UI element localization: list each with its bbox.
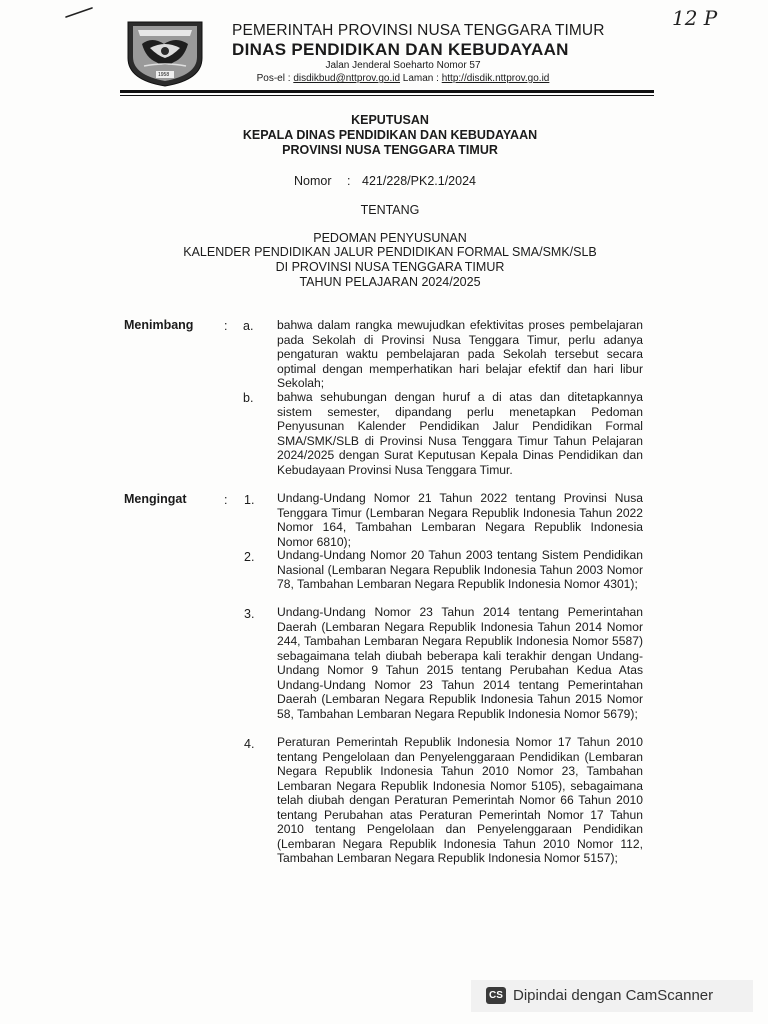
letterhead-address: Jalan Jenderal Soeharto Nomor 57 — [325, 60, 481, 71]
nomor-colon: : — [347, 174, 351, 188]
camscanner-text: Dipindai dengan CamScanner — [513, 987, 714, 1004]
mengingat-item-4: Peraturan Pemerintah Republik Indonesia Nomor 17 Tahun 2010 tentang Pengelolaan dan Penyelenggaraan Pendidikan (Lembaran Negara Republik Indonesia Tahun 2010 Nomor 23, Tambahan Lembaran Negara Republik Indonesia Nomor 5105), sebagaimana telah diubah dengan Peraturan Pemerintah Nomor 66 Tahun 2010 tentang Perubahan atas Peraturan Pemerintah Nomor 17 Tahun 2010 tentang Pengelolaan dan Penyelenggaraan Pendidikan (Lembaran Negara Republik Indonesia Tahun 2010 Nomor 112, Tambahan Lembaran Negara Republik Indonesia Nomor 5157); — [277, 735, 643, 865]
menimbang-colon: : — [224, 319, 228, 333]
menimbang-marker-a: a. — [243, 319, 254, 333]
nomor-label: Nomor — [294, 174, 332, 188]
mengingat-item-1: Undang-Undang Nomor 21 Tahun 2022 tentang Provinsi Nusa Tenggara Timur (Lembaran Negara Republik Indonesia Tahun 2022 Nomor 164, Tambahan Lembaran Negara Republik Indonesia Nomor 6810); — [277, 491, 643, 549]
mengingat-item-3: Undang-Undang Nomor 23 Tahun 2014 tentang Pemerintahan Daerah (Lembaran Negara Republik Indonesia Tahun 2014 Nomor 244, Tambahan Lembaran Negara Republik Indonesia Nomor 5587) sebagaimana telah diubah beberapa kali terakhir dengan Undang-Undang Nomor 9 Tahun 2015 tentang Perubahan Kedua Atas Undang-Undang Nomor 23 Tahun 2014 tentang Pemerintahan Daerah (Lembaran Negara Republik Indonesia Tahun 2015 Nomor 58, Tambahan Lembaran Negara Republik Indonesia Nomor 5679); — [277, 605, 643, 721]
decree-issuer: KEPALA DINAS PENDIDIKAN DAN KEBUDAYAAN — [242, 128, 538, 142]
contact-mid: Laman : — [400, 73, 442, 84]
contact-prefix: Pos-el : — [256, 73, 294, 84]
website-link[interactable]: http://disdik.nttprov.go.id — [441, 73, 550, 84]
subject-line-2: KALENDER PENDIDIKAN JALUR PENDIDIKAN FORMAL SMA/SMK/SLB — [183, 245, 597, 259]
subject-line-4: TAHUN PELAJARAN 2024/2025 — [299, 275, 481, 289]
mengingat-item-2: Undang-Undang Nomor 20 Tahun 2003 tentang Sistem Pendidikan Nasional (Lembaran Negara Republik Indonesia Tahun 2003 Nomor 78, Tambahan Lembaran Negara Republik Indonesia Nomor 4301); — [277, 548, 643, 591]
mengingat-marker-3: 3. — [244, 607, 255, 621]
letterhead-government: PEMERINTAH PROVINSI NUSA TENGGARA TIMUR — [232, 22, 605, 39]
mengingat-marker-2: 2. — [244, 550, 255, 564]
email-link[interactable]: disdikbud@nttprov.go.id — [293, 73, 401, 84]
mengingat-label: Mengingat — [124, 492, 187, 506]
letterhead-agency: DINAS PENDIDIKAN DAN KEBUDAYAAN — [232, 40, 569, 59]
decree-province: PROVINSI NUSA TENGGARA TIMUR — [282, 143, 498, 157]
mengingat-marker-4: 4. — [244, 737, 255, 751]
menimbang-item-a: bahwa dalam rangka mewujudkan efektivitas proses pembelajaran pada Sekolah di Provinsi Nusa Tenggara Timur, perlu adanya pengaturan waktu pembelajaran pada Sekolah tersebut secara optimal dengan memperhatikan hari belajar efektif dan hari libur Sekolah; — [277, 318, 643, 390]
letterhead-rule-thin — [120, 95, 654, 96]
handwritten-page-note: 12 P — [672, 6, 718, 30]
subject-line-1: PEDOMAN PENYUSUNAN — [313, 231, 467, 245]
camscanner-logo-icon: CS — [486, 987, 506, 1004]
menimbang-item-b: bahwa sehubungan dengan huruf a di atas dan ditetapkannya sistem semester, dipandang perlu menetapkan Pedoman Penyusunan Kalender Pendidikan Jalur Pendidikan Formal SMA/SMK/SLB di Provinsi Nusa Tenggara Timur Tahun Pelajaran 2024/2025 dengan Surat Keputusan Kepala Dinas Pendidikan dan Kebudayaan Provinsi Nusa Tenggara Timur. — [277, 390, 643, 477]
tentang-heading: TENTANG — [360, 203, 420, 217]
letterhead-rule-thick — [120, 90, 654, 93]
mengingat-colon: : — [224, 493, 228, 507]
menimbang-label: Menimbang — [124, 318, 194, 332]
subject-line-3: DI PROVINSI NUSA TENGGARA TIMUR — [275, 260, 505, 274]
decree-title: KEPUTUSAN — [351, 113, 429, 127]
nomor-value: 421/228/PK2.1/2024 — [362, 174, 476, 188]
mengingat-marker-1: 1. — [244, 493, 255, 507]
emblem-year: 1958 — [158, 72, 170, 78]
menimbang-marker-b: b. — [243, 391, 254, 405]
letterhead-contact — [0, 73, 768, 84]
